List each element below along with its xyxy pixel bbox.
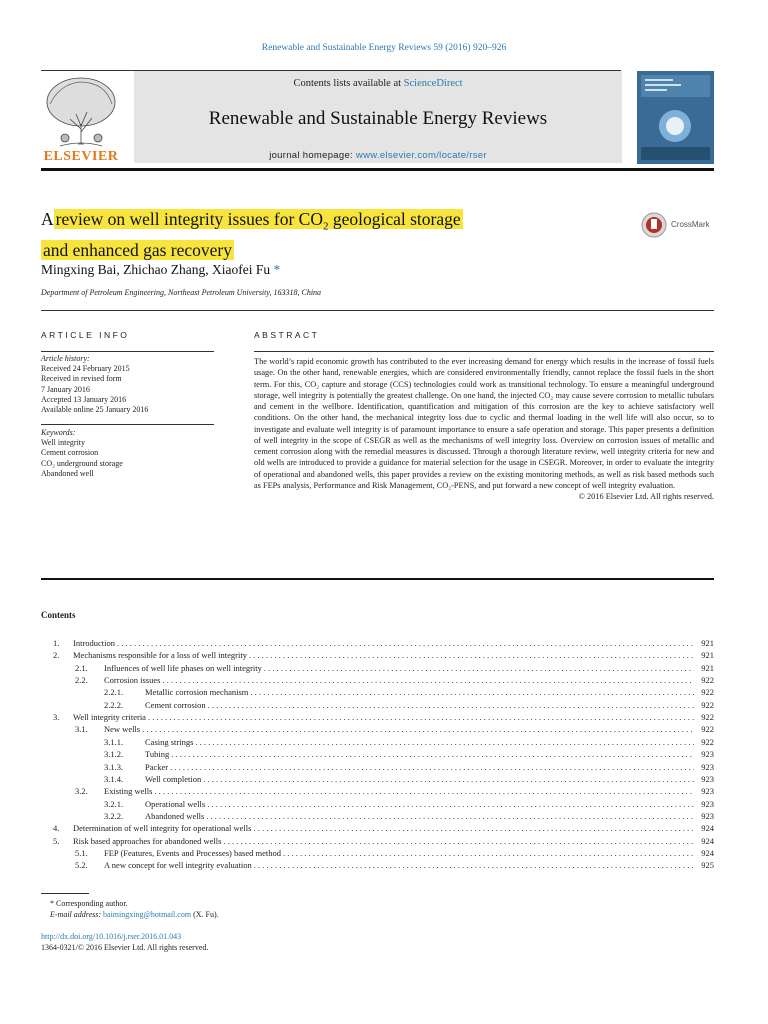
toc-line [73, 823, 714, 833]
toc-page-number: 922 [701, 687, 714, 698]
keywords-label: Keywords: [41, 428, 76, 437]
toc-title: Tubing [145, 749, 170, 760]
toc-title: Determination of well integrity for operational wells [73, 823, 252, 834]
toc-line [104, 848, 714, 858]
toc-entry[interactable] [41, 700, 714, 712]
journal-citation[interactable]: Renewable and Sustainable Energy Reviews 59 (2016) 920–926 [261, 43, 507, 53]
toc-title: Mechanisms responsible for a loss of well integrity [73, 650, 247, 661]
toc-title: Casing strings [145, 736, 194, 747]
toc-page-number: 921 [701, 662, 714, 673]
issn-text: 1364-0321/© 2016 Elsevier Ltd. All rights reserved. [41, 942, 209, 952]
toc-line [73, 712, 714, 722]
toc-page-number: 921 [701, 650, 714, 661]
homepage-link[interactable]: www.elsevier.com/locate/rser [355, 150, 487, 161]
article-info-rule [41, 351, 214, 352]
toc-page-number: 922 [701, 712, 714, 723]
toc-title: Well integrity criteria [73, 712, 146, 723]
crossmark-icon [641, 211, 667, 239]
toc-leader-dots [162, 675, 694, 685]
abstract-heading: ABSTRACT [254, 330, 320, 340]
toc-entry[interactable] [41, 749, 714, 761]
keywords-rule [41, 424, 214, 425]
toc-number: 3.2.2. [104, 810, 124, 821]
article-info-heading: ARTICLE INFO [41, 330, 130, 340]
toc-leader-dots [264, 663, 694, 673]
toc-line [104, 786, 714, 796]
abstract-rule [254, 351, 714, 352]
title-highlight-line2: and enhanced gas recovery [43, 239, 232, 260]
toc-line [145, 774, 714, 784]
toc-line [73, 836, 714, 846]
toc-page-number: 923 [701, 786, 714, 797]
toc-title: Cement corrosion [145, 699, 206, 710]
email-link[interactable]: baimingxing@hotmail.com [103, 909, 192, 919]
toc-entry[interactable] [41, 712, 714, 724]
toc-number: 3.1. [75, 724, 88, 735]
title-subscript: 2 [322, 220, 329, 233]
toc-leader-dots [206, 811, 694, 821]
title-prefix: A [41, 209, 54, 229]
toc-entry[interactable] [41, 638, 714, 650]
toc-number: 3. [53, 712, 60, 723]
toc-page-number: 922 [701, 724, 714, 735]
toc-entry[interactable] [41, 737, 714, 749]
toc-title: Metallic corrosion mechanism [145, 687, 249, 698]
section-rule [41, 310, 714, 311]
toc-page-number: 922 [701, 736, 714, 747]
journal-name: Renewable and Sustainable Energy Reviews [208, 108, 548, 129]
toc-leader-dots [208, 700, 694, 710]
contents-available [134, 78, 622, 89]
history-item: Received 24 February 2015 [41, 364, 130, 374]
doi-link[interactable]: http://dx.doi.org/10.1016/j.rser.2016.01.043 [41, 932, 182, 941]
toc-leader-dots [253, 823, 694, 833]
toc-leader-dots [203, 774, 694, 784]
toc-entry[interactable] [41, 823, 714, 835]
toc-line [104, 860, 714, 870]
toc-title: A new concept for well integrity evaluation [104, 860, 252, 871]
history-item: Accepted 13 January 2016 [41, 394, 127, 404]
toc-entry[interactable] [41, 860, 714, 872]
affiliation: Department of Petroleum Engineering, Northeast Petroleum University, 163318, China [41, 288, 322, 297]
toc-title: Packer [145, 761, 169, 772]
toc-page-number: 921 [701, 638, 714, 648]
history-item: Available online 25 January 2016 [41, 405, 149, 415]
title-line1-end: geological storage [328, 209, 461, 229]
toc-line [145, 799, 714, 809]
toc-title: New wells [104, 724, 141, 735]
doi-block [41, 932, 208, 953]
toc-title: FEP (Features, Events and Processes) based method [104, 847, 281, 858]
toc-line [145, 737, 714, 747]
toc-line [73, 638, 714, 648]
crossmark-label: CrossMark [671, 220, 710, 229]
toc-page-number: 923 [701, 749, 714, 760]
toc-page-number: 923 [701, 761, 714, 772]
toc-leader-dots [195, 737, 694, 747]
elsevier-wordmark: ELSEVIER [43, 149, 119, 164]
toc-number: 2.2. [75, 675, 88, 686]
toc-number: 5.1. [75, 847, 88, 858]
toc-line [104, 675, 714, 685]
toc-entry[interactable] [41, 848, 714, 860]
toc-entry[interactable] [41, 836, 714, 848]
toc-leader-dots [254, 860, 694, 870]
title-line1-text: review on well integrity issues for CO [55, 209, 323, 229]
toc-entry[interactable] [41, 811, 714, 823]
toc-title: Abandoned wells [145, 810, 205, 821]
toc-number: 3.2. [75, 786, 88, 797]
footnote [50, 899, 219, 920]
email-label: E-mail address: [50, 909, 104, 919]
keyword-item: CO₂ underground storage [41, 458, 123, 468]
title-highlight-line1 [54, 209, 463, 233]
history-item: Received in revised form [41, 374, 122, 384]
toc-title: Introduction [73, 638, 116, 648]
keywords [41, 428, 214, 479]
corresponding-author-mark[interactable]: * [273, 262, 281, 277]
keyword-item: Cement corrosion [41, 448, 99, 458]
abstract-copyright: © 2016 Elsevier Ltd. All rights reserved. [578, 492, 714, 501]
toc-title: Existing wells [104, 786, 153, 797]
toc-page-number: 924 [701, 835, 714, 846]
toc-title: Influences of well life phases on well integrity [104, 662, 262, 673]
header-rule-bottom [41, 168, 714, 171]
email-suffix: (X. Fu). [191, 909, 219, 919]
toc-line [104, 724, 714, 734]
contents-heading: Contents [41, 610, 76, 620]
crossmark-badge[interactable] [641, 211, 721, 241]
toc-number: 3.1.1. [104, 736, 124, 747]
toc-line [145, 687, 714, 697]
contents-available-text: Contents lists available at [293, 78, 404, 89]
toc-entry[interactable] [41, 762, 714, 774]
toc-leader-dots [223, 836, 694, 846]
toc-leader-dots [170, 762, 694, 772]
toc-page-number: 923 [701, 810, 714, 821]
toc-line [145, 811, 714, 821]
abstract-body [254, 356, 714, 502]
corresponding-author-note: * Corresponding author. [50, 899, 128, 908]
toc-line [104, 663, 714, 673]
toc-page-number: 924 [701, 823, 714, 834]
toc-number: 2. [53, 650, 60, 661]
toc-number: 2.2.2. [104, 699, 124, 710]
authors-text: Mingxing Bai, Zhichao Zhang, Xiaofei Fu [41, 262, 271, 277]
toc-leader-dots [250, 687, 694, 697]
toc-number: 3.1.2. [104, 749, 124, 760]
toc-leader-dots [207, 799, 694, 809]
toc-page-number: 924 [701, 847, 714, 858]
toc-entry[interactable] [41, 675, 714, 687]
toc-number: 2.2.1. [104, 687, 124, 698]
toc-leader-dots [142, 724, 694, 734]
toc-leader-dots [148, 712, 694, 722]
toc-title: Well completion [145, 773, 202, 784]
toc-leader-dots [154, 786, 694, 796]
toc-leader-dots [249, 650, 694, 660]
toc-number: 5. [53, 835, 60, 846]
toc-number: 5.2. [75, 860, 88, 871]
toc-title: Corrosion issues [104, 675, 161, 686]
toc-line [145, 762, 714, 772]
toc-page-number: 922 [701, 675, 714, 686]
toc-line [145, 749, 714, 759]
history-label: Article history: [41, 354, 90, 363]
article-history [41, 354, 214, 415]
toc-page-number: 923 [701, 773, 714, 784]
toc-page-number: 923 [701, 798, 714, 809]
author-list [41, 262, 280, 278]
toc-line [145, 700, 714, 710]
toc-page-number: 922 [701, 699, 714, 710]
toc-entry[interactable] [41, 799, 714, 811]
abstract-text: The world’s rapid economic growth has contributed to the ever increasing demand for energy which results in the increase of fossil fuels usage. On the other hand, renewable energies, which are considered environmentally friendly, cannot replace the fossil fuels in the short term. For this, CO₂ capture and storage (CCS) technologies could work as transitional technology. To ensure a meaningful underground storage, well integrity is potentially the greatest challenge. On one hand, the injected CO₂ may cause severe corrosion to metallic tubulars and cement in the wellbore. Identification, quantification and mitigation of this corrosion are the key to achieve satisfactory well conditions. On the other hand, the mechanical integrity loss due to cyclic and thermal loading in the well life will also occur, so to investigate and evaluate well integrity is of paramount importance to ensure a safe operation and storage. This paper presents a definition of well integrity in the scope of CSEGR as well as the mechanisms of well integrity loss. Overview on corrosion issues of metallic and cement corrosion along with the remedial measures is discussed. Through a thorough literature review, well integrity criteria for new and old wells are introduced to provide a guidance for material selection for the usage in CSEGR. Moreover, in order to evaluate the integrity of operational and abandoned wells, this paper provides a review on the existing monitoring methods, as well as risk based methods such as FEPs analysis, Performance and Risk Management, CO₂-PENS, and put forward a new concept of well integrity evaluation. [254, 357, 714, 490]
toc-title: Risk based approaches for abandoned wells [73, 835, 222, 846]
toc-entry[interactable] [41, 663, 714, 675]
toc-number: 3.1.3. [104, 761, 124, 772]
toc-number: 3.2.1. [104, 798, 124, 809]
toc-page-number: 925 [701, 860, 714, 871]
journal-cover-thumbnail[interactable] [637, 71, 714, 164]
toc-number: 1. [53, 638, 60, 648]
article-title [41, 208, 601, 262]
toc-entry[interactable] [41, 687, 714, 699]
toc-title: Operational wells [145, 798, 206, 809]
keyword-item: Abandoned well [41, 468, 94, 478]
sciencedirect-link[interactable]: ScienceDirect [403, 78, 463, 89]
footnote-rule [41, 893, 89, 894]
toc-entry[interactable] [41, 650, 714, 662]
toc-entry[interactable] [41, 774, 714, 786]
keyword-item: Well integrity [41, 438, 86, 448]
history-item: 7 January 2016 [41, 384, 90, 394]
toc-leader-dots [171, 749, 694, 759]
journal-homepage [134, 150, 622, 161]
toc-entry[interactable] [41, 786, 714, 798]
toc-number: 3.1.4. [104, 773, 124, 784]
toc-number: 4. [53, 823, 60, 834]
toc-leader-dots [283, 848, 694, 858]
toc-entry[interactable] [41, 724, 714, 736]
toc-line [73, 650, 714, 660]
toc-number: 2.1. [75, 662, 88, 673]
abstract-bottom-rule [41, 578, 714, 580]
homepage-label: journal homepage: [269, 150, 356, 161]
toc-leader-dots [117, 638, 694, 648]
